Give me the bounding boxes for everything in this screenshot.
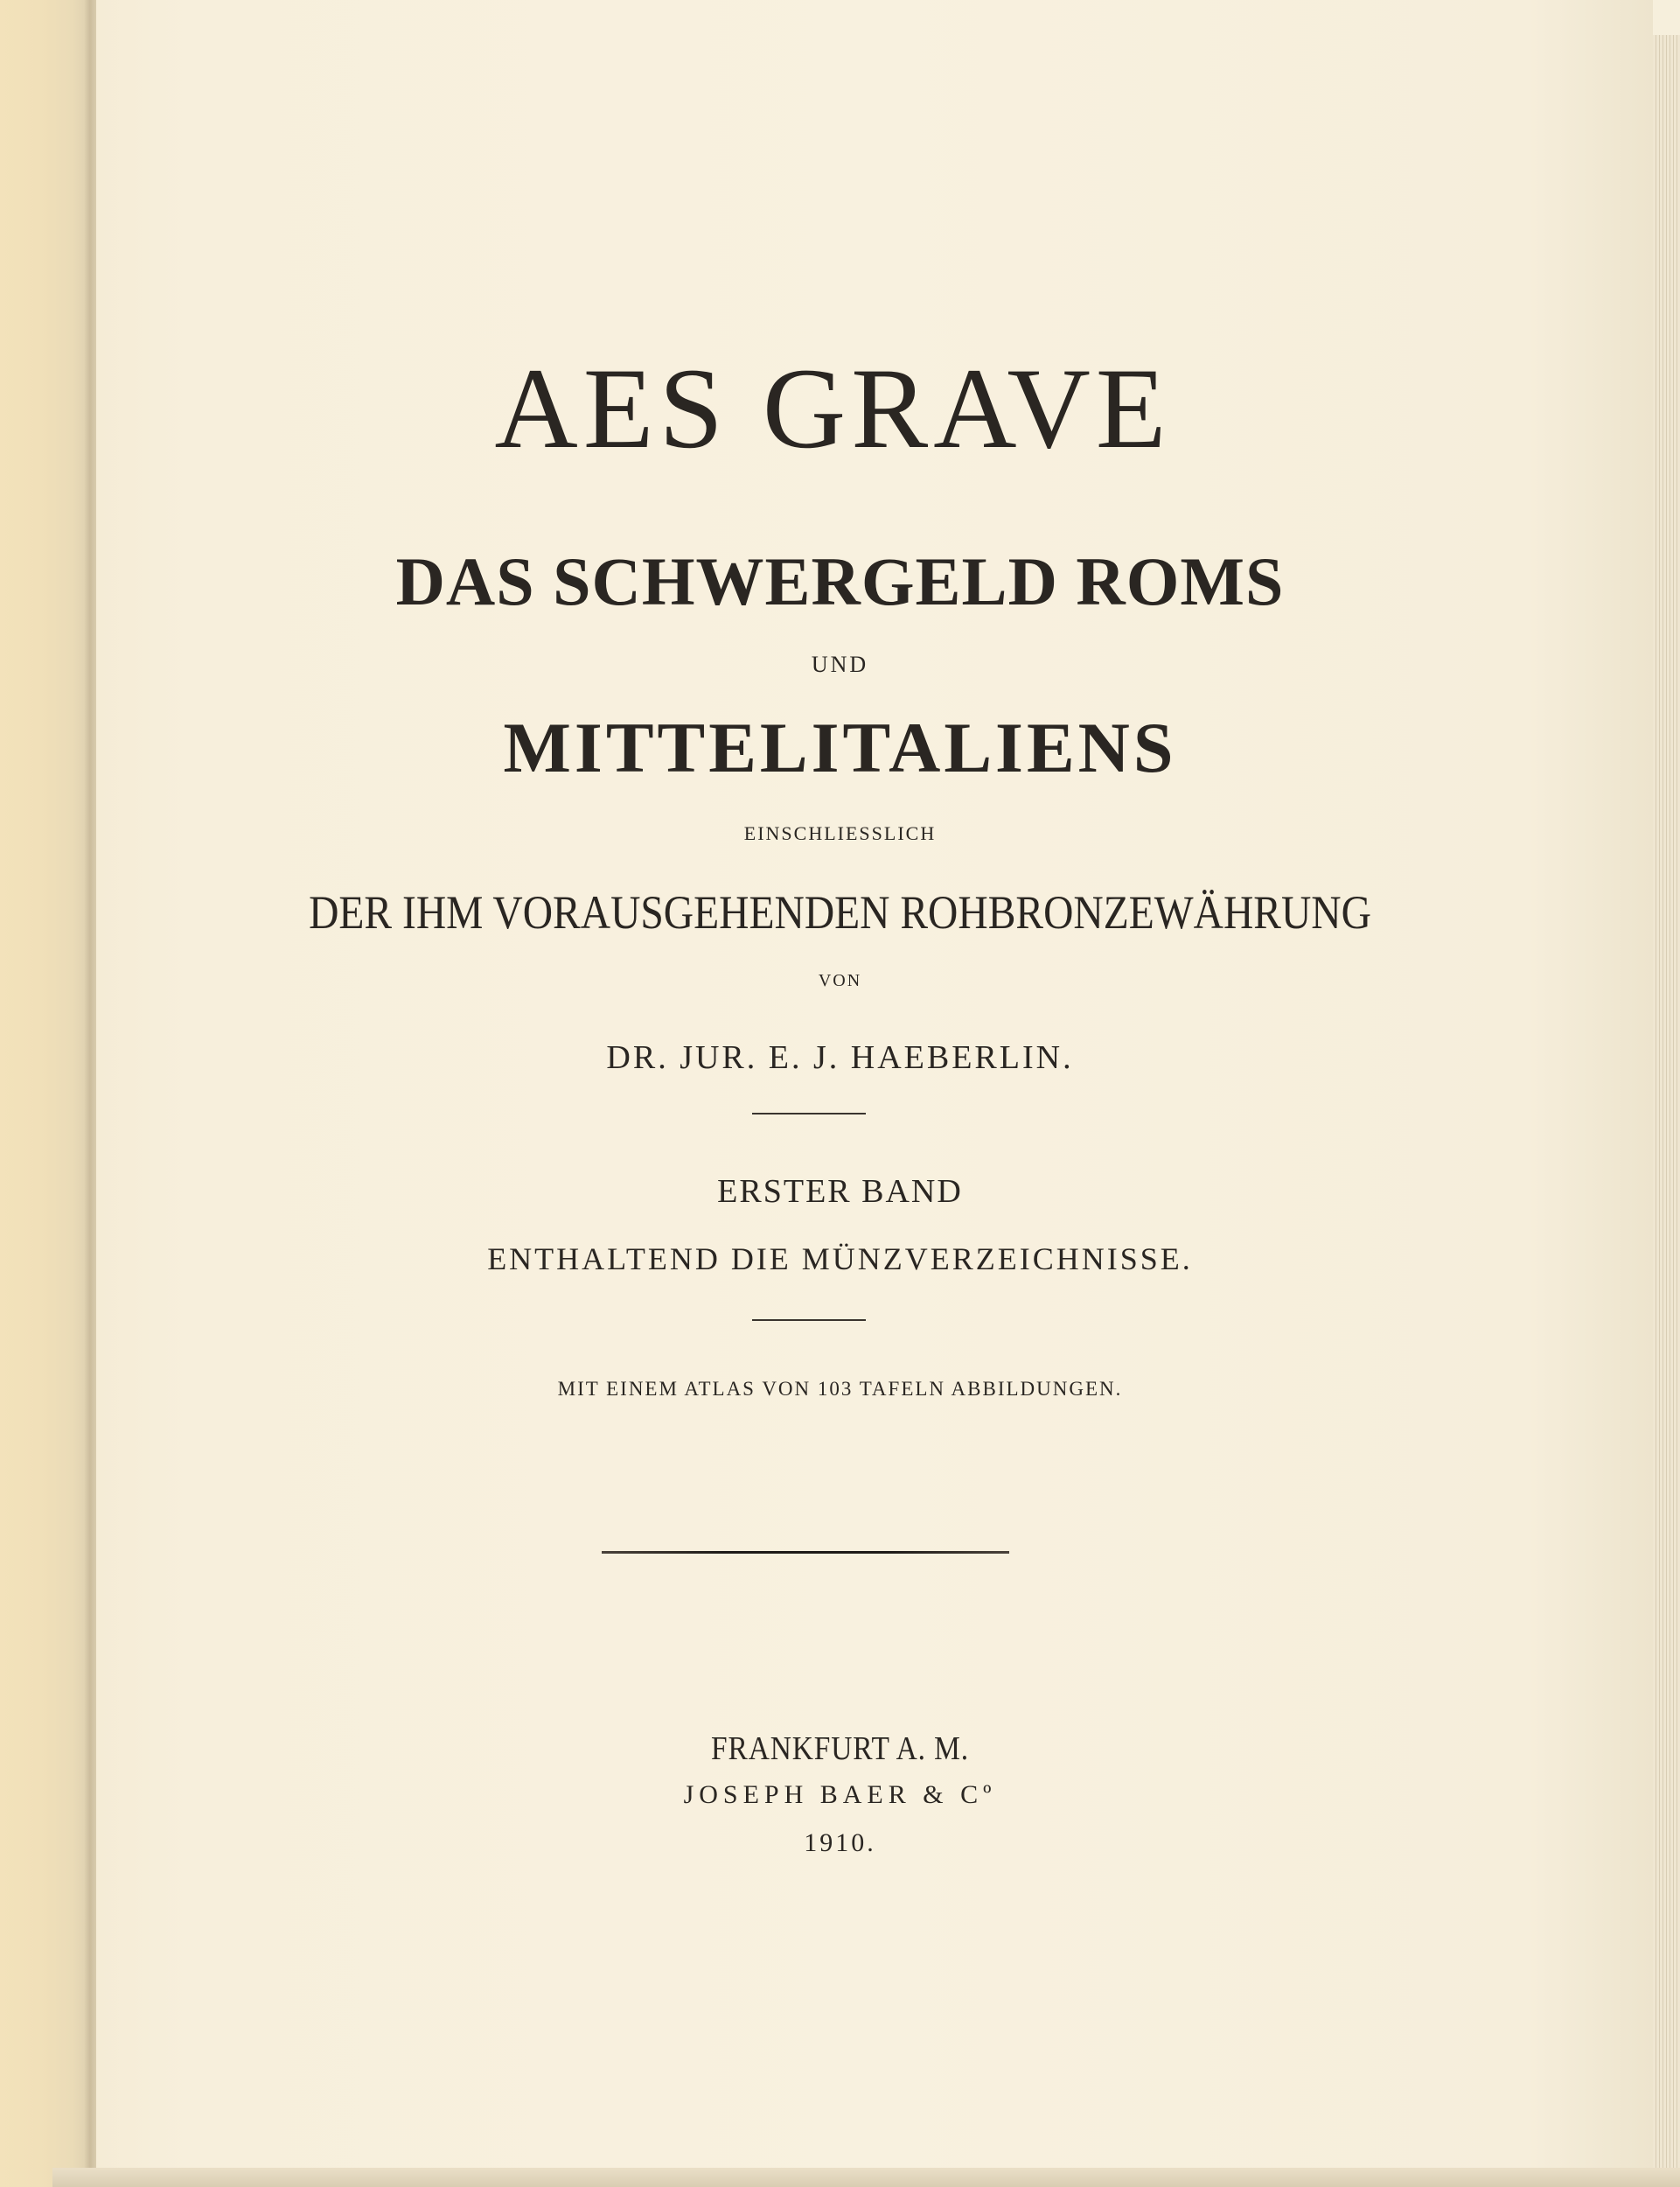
connector-von: VON	[818, 971, 862, 990]
publisher-name: JOSEPH BAER & Cº	[683, 1780, 997, 1809]
volume-label: ERSTER BAND	[717, 1173, 963, 1210]
gutter-shadow	[84, 0, 96, 2187]
subtitle-line-3: DER IHM VORAUSGEHENDEN ROHBRONZEWÄHRUNG	[309, 886, 1371, 939]
subtitle-line-1: DAS SCHWERGELD ROMS	[395, 543, 1285, 619]
divider-rule-long	[602, 1551, 1009, 1554]
publication-year: 1910.	[804, 1828, 876, 1857]
divider-rule-short-top	[752, 1113, 866, 1114]
page-bottom-edge	[52, 2168, 1680, 2187]
divider-rule-short-bottom	[752, 1319, 866, 1321]
book-gutter-left-page	[0, 0, 96, 2187]
contents-note: ENTHALTEND DIE MÜNZVERZEICHNISSE.	[487, 1241, 1193, 1276]
publication-place: FRANKFURT A. M.	[711, 1730, 969, 1767]
book-title: AES GRAVE	[494, 344, 1172, 472]
title-page	[96, 0, 1653, 2187]
subtitle-line-2: MITTELITALIENS	[503, 708, 1177, 787]
connector-einschliesslich: EINSCHLIESSLICH	[743, 822, 937, 844]
author-name: DR. JUR. E. J. HAEBERLIN.	[606, 1039, 1074, 1076]
atlas-note: MIT EINEM ATLAS VON 103 TAFELN ABBILDUNGEN.	[557, 1378, 1123, 1400]
connector-und: UND	[811, 652, 869, 677]
